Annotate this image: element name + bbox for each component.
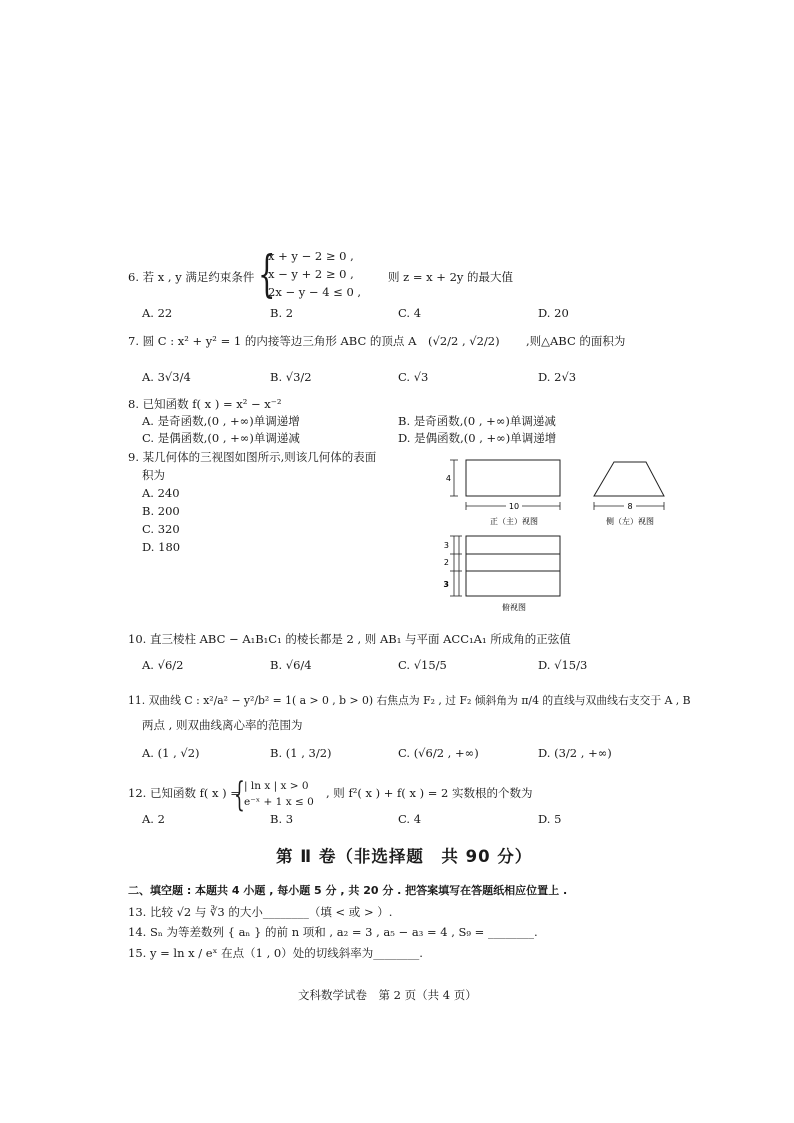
q6-constraint-2: x − y + 2 ≥ 0 , [268,267,354,281]
q7-point: (√2/2 , √2/2) [428,334,500,348]
q12-option-c: C. 4 [398,812,422,826]
q11-option-a: A. (1 , √2) [142,746,200,760]
side-view-trapezoid [594,462,664,496]
q7-option-b: B. √3/2 [270,370,312,384]
front-view-rect [466,460,560,496]
q11-stem-line1: 11. 双曲线 C : x²/a² − y²/b² = 1( a > 0 , b > 0) 右焦点为 F₂ , 过 F₂ 倾斜角为 π/4 的直线与双曲线右支交于 A , B [128,694,691,707]
brace-icon: { [258,245,276,303]
q11-stem-line2: 两点 , 则双曲线离心率的范围为 [142,718,303,732]
q9-option-b: B. 200 [142,504,180,518]
q9-option-d: D. 180 [142,540,181,554]
q7-option-c: C. √3 [398,370,429,384]
q6-constraint-system [258,245,378,303]
q6-stem: 6. 若 x , y 满足约束条件 [128,270,255,284]
section-title: 第 Ⅱ 卷（非选择题 共 90 分） [276,847,533,866]
q14-text: 14. Sₙ 为等差数列 { aₙ } 的前 n 项和 , a₂ = 3 , a₅ − a₃ = 4 , S₉ = ________. [128,925,538,939]
front-height-label: 4 [445,474,451,483]
q6-constraint-3: 2x − y − 4 ≤ 0 , [268,285,362,299]
q11-option-d: D. (3/2 , +∞) [538,746,612,760]
q7-stem: 7. 圆 C : x² + y² = 1 的内接等边三角形 ABC 的顶点 A [128,334,417,348]
brace-icon: { [234,775,245,815]
q10-stem: 10. 直三棱柱 ABC − A₁B₁C₁ 的棱长都是 2 , 则 AB₁ 与平面 ACC₁A₁ 所成角的正弦值 [128,632,571,646]
q8-option-d: D. 是偶函数,(0 , +∞)单调递增 [398,431,557,445]
q6-option-d: D. 20 [538,306,569,320]
q6-option-b: B. 2 [270,306,294,320]
q7-stem-end: ,则△ABC 的面积为 [526,334,626,348]
q9-option-a: A. 240 [142,486,180,500]
q6-constraint-1: x + y − 2 ≥ 0 , [268,249,354,263]
q10-option-c: C. √15/5 [398,658,447,672]
q12-stem-end: , 则 f²( x ) + f( x ) = 2 实数根的个数为 [326,786,533,800]
q12-stem: 12. 已知函数 f( x ) = [128,786,240,800]
q11-option-b: B. (1 , 3/2) [270,746,332,760]
side-view-caption: 侧（左）视图 [606,517,654,526]
q10-option-b: B. √6/4 [270,658,312,672]
q10-option-a: A. √6/2 [142,658,184,672]
section-intro: 二、填空题 : 本题共 4 小题 , 每小题 5 分 , 共 20 分 . 把答案填写在答题纸相应位置上 . [128,884,568,897]
q8-option-b: B. 是奇函数,(0 , +∞)单调递减 [398,414,556,428]
q9-stem-line1: 9. 某几何体的三视图如图所示,则该几何体的表面 [128,450,377,464]
top-view-caption: 俯视图 [502,603,526,612]
q8-stem: 8. 已知函数 f( x ) = x² − x⁻² [128,397,282,411]
q15-text: 15. y = ln x / eˣ 在点（1 , 0）处的切线斜率为________. [128,946,423,960]
q6-option-c: C. 4 [398,306,422,320]
top-view-rect [466,536,560,596]
q9-option-c: C. 320 [142,522,180,536]
q12-option-d: D. 5 [538,812,562,826]
q12-option-a: A. 2 [142,812,165,826]
q6-objective: 则 z = x + 2y 的最大值 [388,270,514,284]
side-width-label: 8 [627,502,633,511]
q12-piece-1: | ln x | x > 0 [244,780,309,792]
q10-option-d: D. √15/3 [538,658,588,672]
q12-piecewise [234,775,324,815]
q7-option-a: A. 3√3/4 [142,370,191,384]
top-dim-label-2: 2 [443,558,449,567]
q12-piece-2: e⁻ˣ + 1 x ≤ 0 [244,796,314,808]
q7-option-d: D. 2√3 [538,370,577,384]
top-dim-label-1: 3 [443,541,449,550]
q8-option-a: A. 是奇函数,(0 , +∞)单调递增 [142,414,300,428]
q8-option-c: C. 是偶函数,(0 , +∞)单调递减 [142,431,300,445]
q11-option-c: C. (√6/2 , +∞) [398,746,479,760]
q9-stem-line2: 积为 [142,468,165,482]
page-footer: 文科数学试卷 第 2 页（共 4 页） [298,988,477,1002]
front-view-caption: 正（主）视图 [490,517,538,526]
q6-option-a: A. 22 [142,306,173,320]
q12-option-b: B. 3 [270,812,294,826]
q9-three-view-figure [440,450,700,620]
q13-text: 13. 比较 √2 与 ∛3 的大小________（填 < 或 > ）. [128,905,393,919]
top-dim-label-3: 3 [443,580,449,589]
front-width-label: 10 [508,502,520,511]
